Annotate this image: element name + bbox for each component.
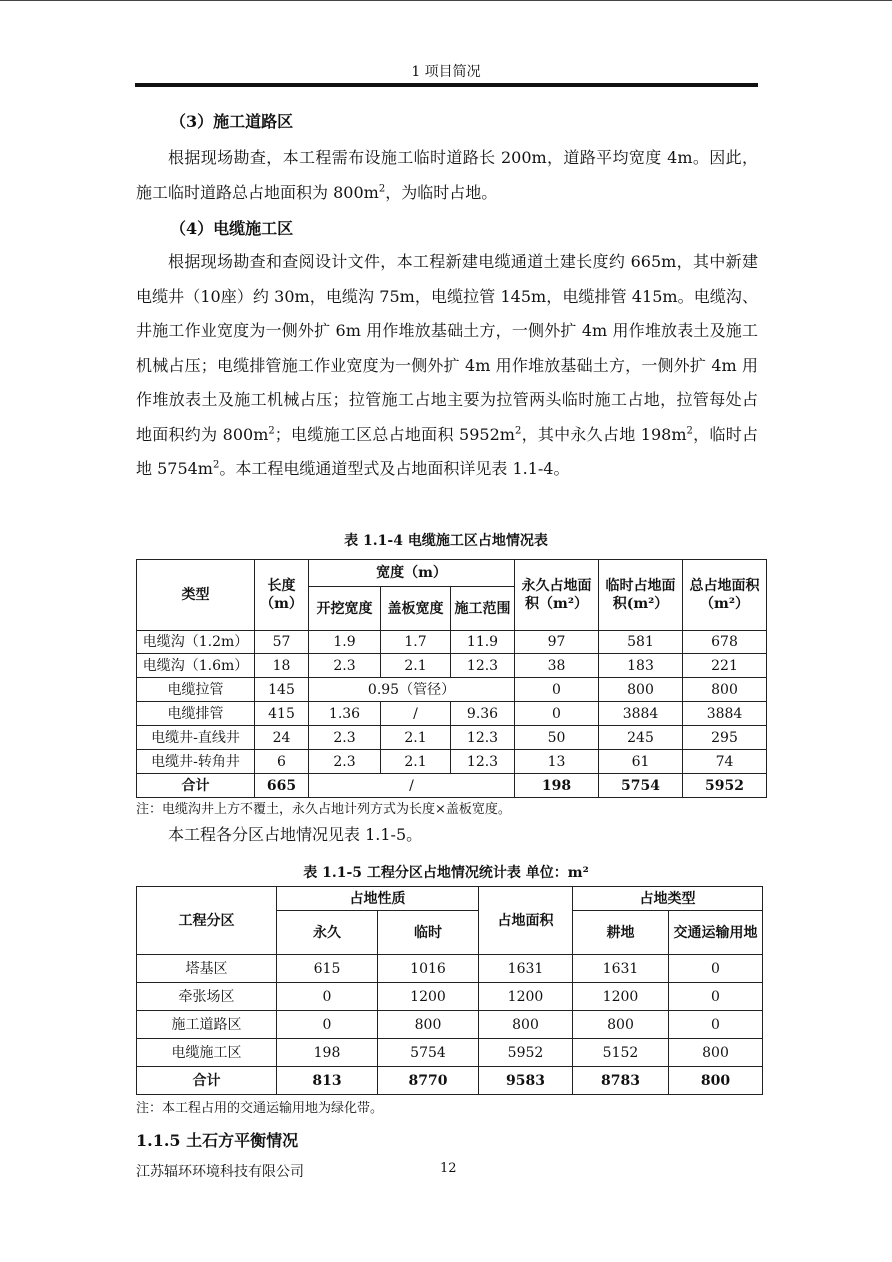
table-cell: 800 [479, 1011, 573, 1039]
table-cell: 1.7 [381, 631, 451, 654]
th-width-excavate: 开挖宽度 [309, 587, 381, 631]
table-cell: / [381, 702, 451, 726]
table-cell: 0 [277, 1011, 378, 1039]
table1-note: 注：电缆沟井上方不覆土，永久占地计列方式为长度×盖板宽度。 [136, 802, 511, 817]
table-cell: 24 [255, 726, 309, 750]
table-cell: 8783 [573, 1067, 669, 1095]
table-cell: 198 [277, 1039, 378, 1067]
th-width: 宽度（m） [309, 560, 515, 587]
table-cell: 295 [683, 726, 767, 750]
table-cell: 2.1 [381, 750, 451, 774]
page-number: 12 [440, 1161, 457, 1176]
th-zone: 工程分区 [137, 887, 277, 955]
table2-caption: 表 1.1-5 工程分区占地情况统计表 单位：m² [303, 865, 589, 881]
table-cell: 电缆排管 [137, 702, 255, 726]
header-rule [135, 83, 758, 87]
table-cell: 6 [255, 750, 309, 774]
table-cell: 电缆拉管 [137, 678, 255, 702]
table-cell: 183 [599, 654, 683, 678]
table-cell: 0 [277, 983, 378, 1011]
table-cell: 245 [599, 726, 683, 750]
table-cell: 800 [599, 678, 683, 702]
table-cell: 牵张场区 [137, 983, 277, 1011]
table-cell: 1200 [479, 983, 573, 1011]
table-cell: 1631 [573, 955, 669, 983]
table-row [137, 1039, 763, 1067]
th-area: 占地面积 [479, 887, 573, 955]
table-cell: 12.3 [451, 654, 515, 678]
table-zone-area [136, 886, 763, 1095]
table-cell: 0 [669, 983, 763, 1011]
table-cell: 61 [599, 750, 683, 774]
th-length: 长度（m） [255, 560, 309, 631]
table-cell: 合计 [137, 1067, 277, 1095]
table-cell: 615 [277, 955, 378, 983]
table-cell: 145 [255, 678, 309, 702]
table-cell: 9.36 [451, 702, 515, 726]
table-row [137, 726, 767, 750]
table-row [137, 678, 767, 702]
table-cell: 5152 [573, 1039, 669, 1067]
top-border [0, 0, 892, 1]
para-cable-area: 根据现场勘查和查阅设计文件，本工程新建电缆通道土建长度约 665m，其中新建电缆井（10座）约 30m，电缆沟 75m，电缆拉管 145m，电缆排管 415m。电缆沟、井施工作业宽度为一侧外扩 6m 用作堆放基础土方，一侧外扩 4m 用作堆放表土及施工机械占压；电缆排管施工作业宽度为一侧外扩 4m 用作堆放基础土方，一侧外扩 4m 用作堆放表土及施工机械占压；拉管施工占地主要为拉管两头临时施工占地，拉管每处占地面积约为 $800m^2$；电缆施工区总占地面积 $5952m^2$，其中永久占地 $198m^2$，临时占地 $5754m^2$。本工程电缆通道型式及占地面积详见表 1.1-4。 [136, 252, 758, 478]
table-row [137, 983, 763, 1011]
table2-note: 注：本工程占用的交通运输用地为绿化带。 [136, 1101, 384, 1116]
table-cell: 电缆井-转角井 [137, 750, 255, 774]
table-cell: 800 [573, 1011, 669, 1039]
table-cell: 0 [669, 955, 763, 983]
table-cell: 665 [255, 774, 309, 798]
section-heading-earthwork: 1.1.5 土石方平衡情况 [136, 1131, 299, 1150]
footer-company: 江苏辐环环境科技有限公司 [136, 1164, 304, 1180]
table-cell: 800 [669, 1039, 763, 1067]
table-cell: 813 [277, 1067, 378, 1095]
th-kind: 占地类型 [573, 887, 763, 911]
table-cell: 13 [515, 750, 599, 774]
table-cell: 合计 [137, 774, 255, 798]
table-cell: 1016 [378, 955, 479, 983]
table-cell: 2.1 [381, 654, 451, 678]
table-cell: 电缆沟（1.6m） [137, 654, 255, 678]
table-cell: 2.3 [309, 750, 381, 774]
th-temp: 临时 [378, 911, 479, 955]
table-row [137, 631, 767, 654]
table-cell: 57 [255, 631, 309, 654]
table-cell: / [309, 774, 515, 798]
table-cell: 97 [515, 631, 599, 654]
table-cell: 5754 [378, 1039, 479, 1067]
table-cell: 12.3 [451, 726, 515, 750]
th-perm: 永久 [277, 911, 378, 955]
para-road-area: 根据现场勘查，本工程需布设施工临时道路长 200m，道路平均宽度 4m。因此，施工临时道路总占地面积为 $800m^2$，为临时占地。 [136, 148, 758, 202]
th-perm: 永久占地面积（m²） [515, 560, 599, 631]
table1-caption: 表 1.1-4 电缆施工区占地情况表 [344, 533, 548, 549]
table-row-total [137, 1067, 763, 1095]
table-cell: 施工道路区 [137, 1011, 277, 1039]
table-cell: 0 [669, 1011, 763, 1039]
table-cell: 221 [683, 654, 767, 678]
table-cell: 2.3 [309, 726, 381, 750]
table-cell: 1.9 [309, 631, 381, 654]
th-width-construct: 施工范围 [451, 587, 515, 631]
table-cell: 1200 [378, 983, 479, 1011]
heading-cable-area: （4）电缆施工区 [170, 219, 294, 238]
para-table2-intro: 本工程各分区占地情况见表 1.1-5。 [168, 825, 423, 844]
page-header: 1 项目简况 [411, 64, 481, 80]
table-cell: 电缆沟（1.2m） [137, 631, 255, 654]
table-cell: 3884 [683, 702, 767, 726]
table-cell: 2.1 [381, 726, 451, 750]
table-row-total [137, 774, 767, 798]
table-cell: 9583 [479, 1067, 573, 1095]
table-cell: 5754 [599, 774, 683, 798]
table-cell: 678 [683, 631, 767, 654]
table-cell: 1200 [573, 983, 669, 1011]
table-cell: 3884 [599, 702, 683, 726]
table-cell: 电缆井-直线井 [137, 726, 255, 750]
table-cable-area [136, 559, 767, 798]
table-cell: 800 [683, 678, 767, 702]
th-total: 总占地面积（m²） [683, 560, 767, 631]
table-cell: 1.36 [309, 702, 381, 726]
th-temp: 临时占地面积(m²） [599, 560, 683, 631]
table-cell: 581 [599, 631, 683, 654]
th-traffic: 交通运输用地 [669, 911, 763, 955]
th-nature: 占地性质 [277, 887, 479, 911]
table-cell: 50 [515, 726, 599, 750]
table-cell: 18 [255, 654, 309, 678]
table-cell: 800 [378, 1011, 479, 1039]
table-cell: 11.9 [451, 631, 515, 654]
table-row [137, 750, 767, 774]
table-cell: 800 [669, 1067, 763, 1095]
table-row [137, 1011, 763, 1039]
table-cell: 5952 [479, 1039, 573, 1067]
th-farm: 耕地 [573, 911, 669, 955]
table-cell: 0 [515, 678, 599, 702]
table-cell: 5952 [683, 774, 767, 798]
table-row [137, 702, 767, 726]
table-cell: 74 [683, 750, 767, 774]
table-cell: 2.3 [309, 654, 381, 678]
th-width-cover: 盖板宽度 [381, 587, 451, 631]
table-cell: 电缆施工区 [137, 1039, 277, 1067]
th-type: 类型 [137, 560, 255, 631]
table-cell: 415 [255, 702, 309, 726]
table-cell: 12.3 [451, 750, 515, 774]
table-cell: 38 [515, 654, 599, 678]
table-row [137, 955, 763, 983]
table-row [137, 654, 767, 678]
table-cell: 198 [515, 774, 599, 798]
table-cell: 8770 [378, 1067, 479, 1095]
table-cell: 塔基区 [137, 955, 277, 983]
table-cell: 0.95（管径） [309, 678, 515, 702]
heading-road-area: （3）施工道路区 [170, 112, 294, 131]
table-cell: 1631 [479, 955, 573, 983]
table-cell: 0 [515, 702, 599, 726]
